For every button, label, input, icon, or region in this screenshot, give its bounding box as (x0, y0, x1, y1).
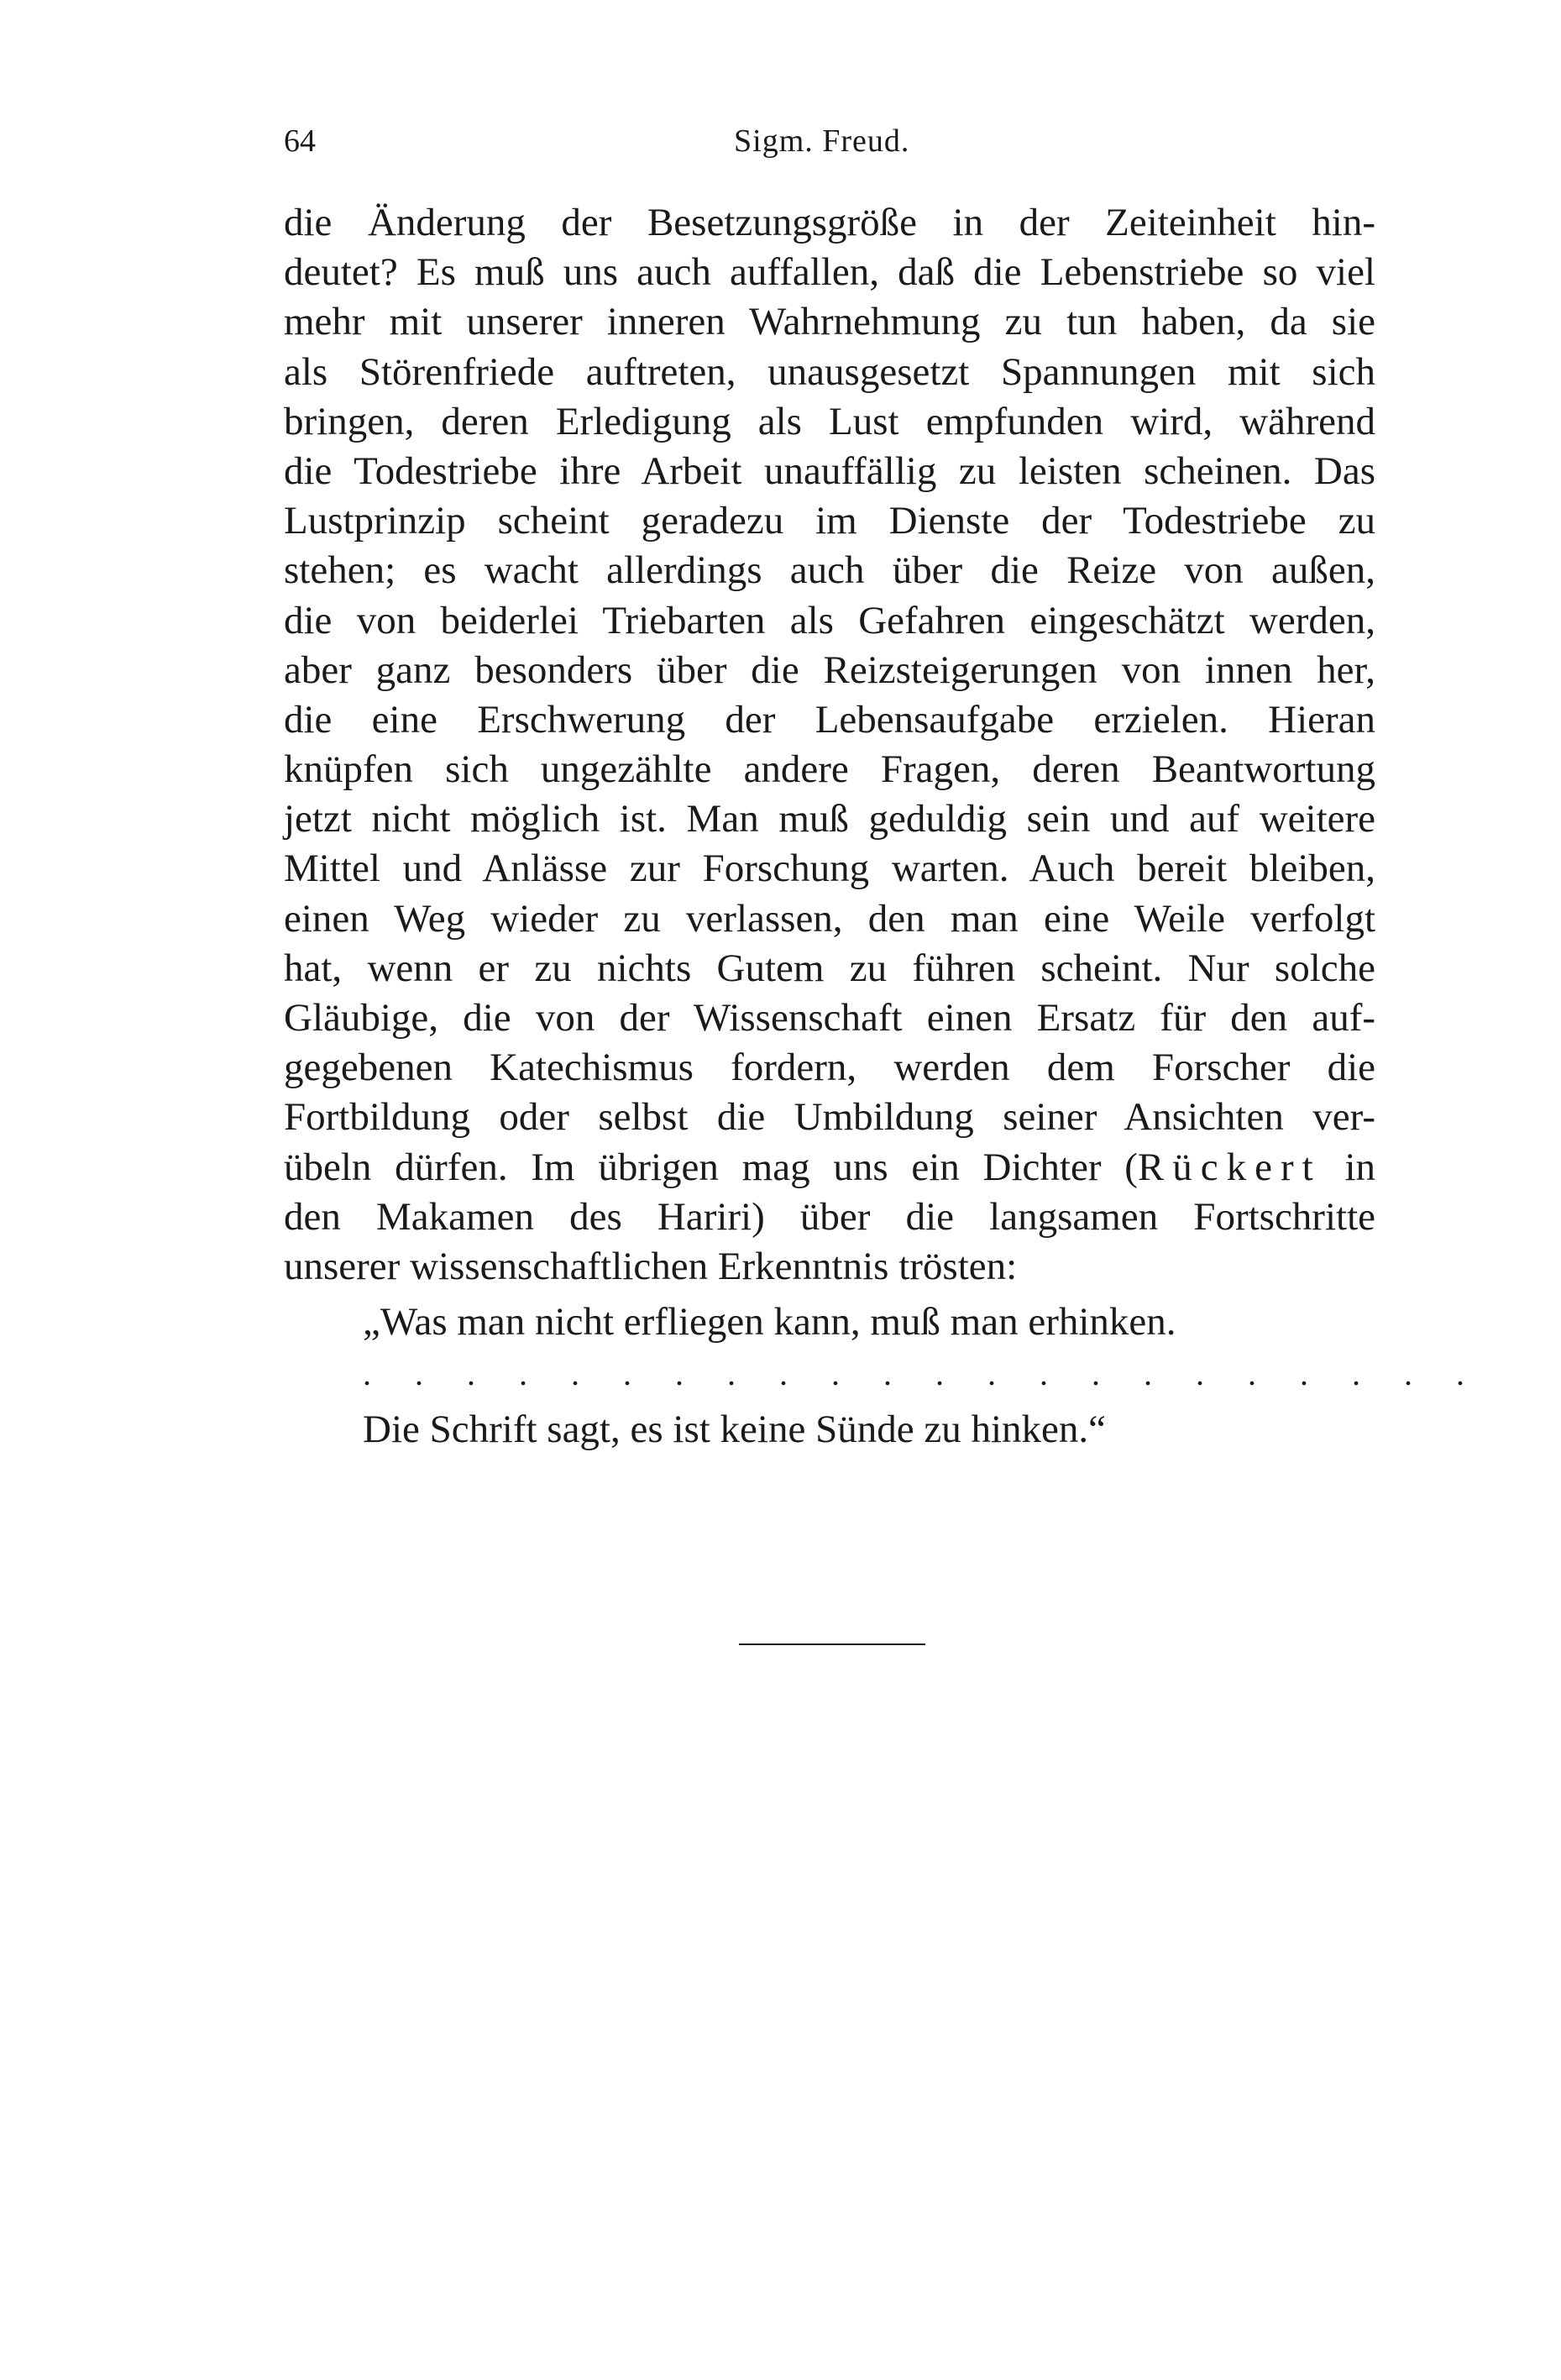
text-line: gegebenen Katechismus fordern, werden dem Forscher die (284, 1046, 1375, 1090)
verse-line-1: „Was man nicht erfliegen kann, muß man erhinken. (363, 1300, 1176, 1344)
text-line: die Todestriebe ihre Arbeit unauffällig zu leisten scheinen. Das (284, 448, 1375, 493)
text-line: Gläubige, die von der Wissenschaft einen Ersatz für den auf- (284, 996, 1375, 1040)
text-line: mehr mit unserer inneren Wahrnehmung zu tun haben, da sie (284, 300, 1375, 344)
author-name-spaced: Rückert (1137, 1145, 1322, 1189)
text-line: Fortbildung oder selbst die Umbildung seiner Ansichten ver- (284, 1095, 1375, 1140)
text-line: Mittel und Anlässe zur Forschung warten. Auch bereit bleiben, (284, 847, 1375, 891)
text-line: jetzt nicht möglich ist. Man muß geduldig sein und auf weitere (284, 797, 1375, 841)
text-line: einen Weg wieder zu verlassen, den man eine Weile verfolgt (284, 896, 1375, 941)
text-line: bringen, deren Erledigung als Lust empfunden wird, während (284, 399, 1375, 443)
text-line: Lustprinzip scheint geradezu im Dienste der Todestriebe zu (284, 499, 1375, 543)
text-line: als Störenfriede auftreten, unausgesetzt Spannungen mit sich (284, 349, 1375, 394)
text-line: hat, wenn er zu nichts Gutem zu führen scheint. Nur solche (284, 946, 1375, 990)
page-header (284, 123, 1375, 173)
text-line: die Änderung der Besetzungsgröße in der Zeiteinheit hin- (284, 201, 1375, 244)
text-line: aber ganz besonders über die Reizsteigerungen von innen her, (284, 647, 1375, 692)
running-head: Sigm. Freud. (734, 123, 910, 159)
line-text-end: in (1321, 1145, 1376, 1189)
line-text-start: übeln dürfen. Im übrigen mag uns ein Dichter ( (284, 1145, 1138, 1189)
text-line: deutet? Es muß uns auch auffallen, daß die Lebenstriebe so viel (284, 250, 1375, 295)
page-number: 64 (284, 123, 316, 159)
text-line: knüpfen sich ungezählte andere Fragen, deren Beantwortung (284, 747, 1375, 792)
end-rule (739, 1643, 925, 1645)
verse-ellipsis: . . . . . . . . . . . . . . . . . . . . . . (363, 1355, 1482, 1392)
text-line-with-author (284, 1143, 1375, 1193)
text-line: die eine Erschwerung der Lebensaufgabe erzielen. Hieran (284, 697, 1375, 742)
verse-line-2: Die Schrift sagt, es ist keine Sünde zu hinken.“ (363, 1408, 1106, 1451)
text-line: die von beiderlei Triebarten als Gefahren eingeschätzt werden, (284, 598, 1375, 642)
text-line: den Makamen des Hariri) über die langsamen Fortschritte (284, 1194, 1375, 1239)
text-line: unserer wissenschaftlichen Erkenntnis trösten: (284, 1244, 1018, 1288)
text-line: stehen; es wacht allerdings auch über die Reize von außen, (284, 548, 1375, 593)
body-text (284, 198, 1375, 1292)
